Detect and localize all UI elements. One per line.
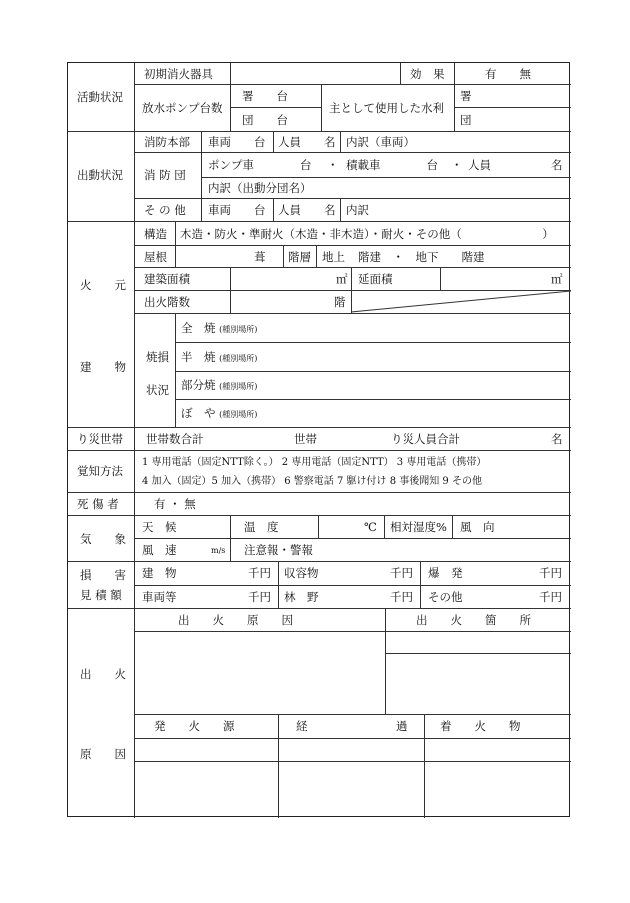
row-rule: [68, 515, 571, 516]
row-rule: [134, 761, 571, 762]
contents-damage-label: 収容物: [284, 566, 319, 580]
col-rule: [134, 63, 135, 818]
hq-label: 消防本部: [144, 135, 190, 149]
building-section-label: 建 物: [80, 360, 126, 374]
damage-smoke-label: ぼ や: [181, 406, 216, 420]
weather-label: 気 象: [80, 532, 126, 546]
row-rule: [68, 450, 571, 451]
fire-report-form: [67, 62, 570, 817]
col-rule: [273, 131, 274, 152]
yen-unit: 千円: [539, 566, 562, 580]
pump-count-label: 放水ポンプ台数: [142, 101, 223, 115]
damage-full-label: 全 焼: [181, 321, 216, 335]
temp-label: 温 度: [244, 520, 279, 534]
brigade-breakdown: 内訳（出動分団名）: [208, 181, 312, 195]
row-rule: [385, 653, 571, 654]
row-rule: [134, 631, 571, 632]
col-rule: [175, 221, 176, 245]
col-rule: [175, 313, 176, 427]
damage-full: [181, 321, 257, 337]
damage-status-label-2: 状況: [146, 383, 169, 397]
damage-half: [181, 350, 257, 366]
row-rule: [68, 561, 571, 562]
place-note: (種別場所): [219, 410, 258, 419]
col-rule: [201, 131, 202, 221]
forest-damage-label: 林 野: [284, 590, 319, 604]
row-rule: [68, 427, 571, 428]
water-dan: 団: [460, 113, 472, 127]
row-rule: [134, 714, 571, 715]
effect-options[interactable]: 有 無: [485, 67, 531, 81]
yen-unit: 千円: [248, 566, 271, 580]
col-rule: [400, 63, 401, 84]
building-area-label: 建築面積: [144, 272, 190, 286]
row-rule: [134, 267, 571, 268]
effect-label: 効 果: [410, 67, 445, 81]
other-breakdown: 内訳: [346, 203, 369, 217]
row-rule: [454, 107, 571, 108]
structure-label: 構造: [144, 227, 167, 241]
hq-vehicles: 車両 台: [208, 135, 266, 149]
col-rule: [340, 131, 341, 152]
row-rule: [134, 738, 571, 739]
col-rule: [230, 63, 231, 131]
col-rule: [440, 267, 441, 290]
fire-cause-section-label-2: 原 因: [80, 747, 126, 761]
total-area-label: 延面積: [358, 272, 393, 286]
row-rule: [68, 131, 571, 132]
place-note: (種別場所): [219, 354, 258, 363]
row-rule: [134, 152, 571, 153]
row-rule: [201, 177, 571, 178]
yen-unit: 千円: [248, 590, 271, 604]
brigade-loaded: 積載車 台: [346, 158, 438, 172]
col-rule: [452, 515, 453, 538]
row-rule: [68, 608, 571, 609]
water-source-label: 主として使用した水利: [329, 101, 444, 115]
brigade-pump: ポンプ車 台: [208, 158, 312, 172]
col-rule: [316, 245, 317, 267]
wind-direction-label: 風 向: [460, 520, 495, 534]
row-rule: [175, 371, 571, 372]
col-rule: [420, 561, 421, 608]
vehicles-damage-label: 車両等: [142, 590, 177, 604]
initial-extinguisher-label: 初期消火器具: [144, 67, 213, 81]
col-rule: [454, 63, 455, 131]
separator-dot: ・: [327, 158, 339, 172]
humidity-unit: %: [436, 520, 447, 534]
damage-estimate-label: 損 害: [80, 568, 126, 582]
damage-estimate-label-2: 見 積 額: [80, 588, 122, 602]
pump-count-dan: 団 台: [242, 113, 288, 127]
yen-unit: 千円: [390, 566, 413, 580]
floor-unit: 階: [334, 295, 346, 309]
col-rule: [318, 515, 319, 538]
above-ground-label: 地上: [322, 250, 345, 264]
households-total-label: 世帯数合計: [146, 432, 204, 446]
sqm-unit: ㎡: [551, 272, 563, 286]
row-rule: [134, 585, 571, 586]
households-unit: 世帯: [294, 432, 317, 446]
separator-dot: ・: [451, 158, 463, 172]
casualties-options[interactable]: 有 ・ 無: [154, 497, 196, 511]
explosion-damage-label: 爆 発: [428, 566, 463, 580]
hq-breakdown: 内訳（車両）: [346, 135, 415, 149]
damage-partial: [181, 378, 257, 394]
floors-label: 階層: [288, 250, 311, 264]
col-rule: [230, 515, 231, 561]
row-rule: [134, 245, 571, 246]
col-rule: [175, 245, 176, 267]
wind-speed-label: 風 速: [142, 543, 177, 557]
row-rule: [230, 107, 321, 108]
place-note: (種別場所): [219, 325, 258, 334]
row-rule: [175, 399, 571, 400]
temp-unit: ℃: [364, 520, 377, 534]
other-label: そ の 他: [144, 203, 186, 217]
process-header: 経: [296, 719, 308, 733]
yen-unit: 千円: [390, 590, 413, 604]
fire-cause-section-label: 出 火: [80, 667, 126, 681]
fire-floor-label: 出火階数: [144, 295, 190, 309]
row-rule: [175, 342, 571, 343]
row-rule: [134, 313, 571, 314]
damage-status-label: 焼損: [146, 350, 169, 364]
col-rule: [273, 198, 274, 221]
col-rule: [278, 714, 279, 818]
process-header-2: 過: [396, 719, 408, 733]
wind-speed-unit: m/s: [211, 546, 226, 555]
sky-label: 天 候: [142, 520, 177, 534]
ignited-material-header: 着 火 物: [440, 719, 521, 733]
damage-half-label: 半 焼: [181, 350, 216, 364]
activity-section-label: 活動状況: [77, 90, 123, 104]
brigade-persons: 人員: [468, 158, 491, 172]
brigade-label: 消 防 団: [144, 168, 186, 182]
casualties-label: 死 傷 者: [77, 497, 119, 511]
detection-label: 覚知方法: [77, 464, 123, 478]
dispatch-section-label: 出動状況: [77, 168, 123, 182]
victim-households-label: り災世帯: [77, 432, 123, 446]
col-rule: [424, 714, 425, 818]
yen-unit: 千円: [539, 590, 562, 604]
other-personnel: 人員 名: [278, 203, 336, 217]
hq-personnel: 人員 名: [278, 135, 336, 149]
building-damage-label: 建 物: [142, 566, 177, 580]
row-rule: [134, 198, 571, 199]
col-rule: [385, 608, 386, 714]
floor-detail: 階建 ・ 地下 階建: [358, 250, 485, 264]
detection-options-2[interactable]: 4 加入（固定）5 加入（携帯） 6 警察電話 7 駆け付け 8 事後聞知 9 その他: [142, 476, 482, 487]
fire-cause-header: 出 火 原 因: [178, 613, 293, 627]
col-rule: [230, 267, 231, 313]
other-damage-label: その他: [428, 590, 463, 604]
origin-section-label: 火 元: [80, 278, 126, 292]
col-rule: [321, 84, 322, 131]
sqm-unit: ㎡: [336, 272, 348, 286]
row-rule: [68, 221, 571, 222]
diagonal-strike: [351, 290, 571, 313]
row-rule: [134, 84, 571, 85]
damage-smoke: [181, 406, 257, 422]
other-vehicles: 車両 台: [208, 203, 266, 217]
roof-unit: 葺: [254, 250, 266, 264]
roof-label: 屋根: [144, 250, 167, 264]
brigade-persons-unit: 名: [551, 158, 563, 172]
row-rule: [134, 538, 571, 539]
row-rule: [68, 492, 571, 493]
ignition-source-header: 発 火 源: [154, 719, 235, 733]
col-rule: [278, 561, 279, 608]
structure-options[interactable]: 木造・防火・準耐火（木造・非木造）・耐火・その他（ ）: [180, 227, 554, 241]
col-rule: [283, 245, 284, 267]
water-sho: 署: [460, 89, 472, 103]
col-rule: [340, 198, 341, 221]
persons-unit: 名: [551, 432, 563, 446]
fire-location-header: 出 火 箇 所: [416, 613, 531, 627]
persons-total-label: り災人員合計: [391, 432, 460, 446]
warning-label: 注意報・警報: [244, 543, 313, 557]
place-note: (種別場所): [219, 382, 258, 391]
damage-partial-label: 部分焼: [181, 378, 216, 392]
col-rule: [384, 515, 385, 538]
humidity-label: 相対湿度: [390, 520, 436, 534]
pump-count-sho: 署 台: [242, 89, 288, 103]
detection-options-1[interactable]: 1 専用電話（固定NTT除く。） 2 専用電話（固定NTT） 3 専用電話（携帯）: [142, 457, 487, 468]
